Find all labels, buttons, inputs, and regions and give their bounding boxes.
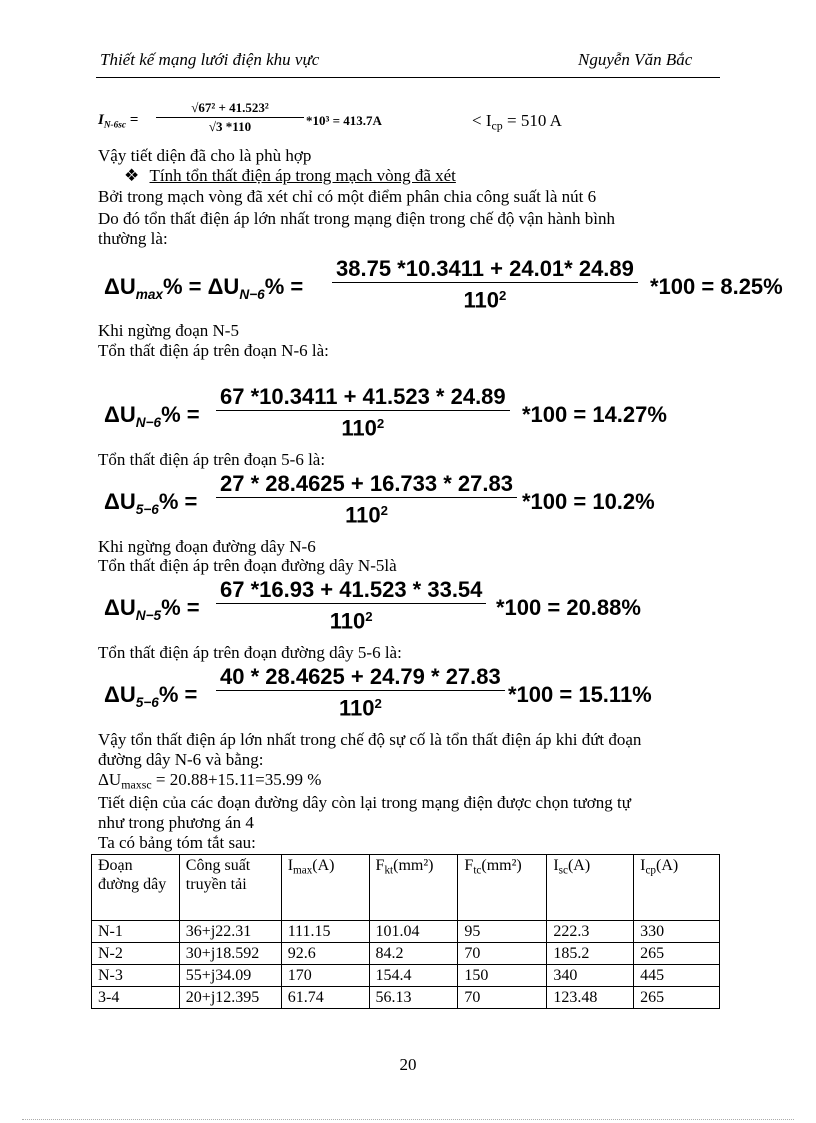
table-cell: 101.04 xyxy=(369,921,458,943)
table-cell: 3-4 xyxy=(92,987,180,1009)
current-condition: < $I_{cp} = 510$ A xyxy=(472,111,562,133)
table-cell: 70 xyxy=(458,987,547,1009)
formula-fraction: $\frac{67 *16.93 + 41.523 * 33.54}{110^2}$ xyxy=(216,577,486,634)
table-cell: 95 xyxy=(458,921,547,943)
table-header-cell: $I_{cp}(A)$ xyxy=(634,855,720,921)
section-title: Tính tổn thất điện áp trong mạch vòng đã xét xyxy=(149,166,456,185)
formula-result: *100 = 14.27% xyxy=(522,402,667,427)
current-fraction xyxy=(156,99,304,136)
table-cell: 340 xyxy=(547,965,634,987)
formula-result: *100 = 10.2% xyxy=(522,489,655,514)
bullet-heading xyxy=(124,166,456,186)
text-line: Do đó tổn thất điện áp lớn nhất trong mạng điện trong chế độ vận hành bình xyxy=(98,209,615,228)
text-line: Tổn thất điện áp trên đoạn đường dây 5-6 là: xyxy=(98,643,402,662)
table-cell: 265 xyxy=(634,943,720,965)
table-cell: 150 xyxy=(458,965,547,987)
table-header-cell: Công suất truyền tải xyxy=(179,855,281,921)
table-row xyxy=(92,987,720,1009)
table-header-cell: Đoạn đường dây xyxy=(92,855,180,921)
page-number: 20 xyxy=(399,1055,417,1074)
table-row xyxy=(92,965,720,987)
bullet-icon: ❖ xyxy=(124,166,140,185)
table-cell: 185.2 xyxy=(547,943,634,965)
table-cell: 445 xyxy=(634,965,720,987)
current-numerator: √67² + 41.523² xyxy=(191,100,269,115)
table-cell: 20+j12.395 xyxy=(179,987,281,1009)
dumax-line: $\Delta U_{maxsc} = 20.88+15.11=35.99$ % xyxy=(98,770,322,792)
table-cell: 70 xyxy=(458,943,547,965)
table-row xyxy=(92,921,720,943)
table-cell: 265 xyxy=(634,987,720,1009)
table-cell: 30+j18.592 xyxy=(179,943,281,965)
formula-n5: $\Delta U_{N-5}\%$ = $\frac{67 *16.93 + 41.523 * 33.54}{110^2}$ *100 = 20.88% xyxy=(104,577,641,634)
table-cell: N-1 xyxy=(92,921,180,943)
table-cell: 154.4 xyxy=(369,965,458,987)
table-cell: N-2 xyxy=(92,943,180,965)
summary-table xyxy=(91,854,720,1009)
formula-fraction: $\frac{40 * 28.4625 + 24.79 * 27.83}{110^2}$ xyxy=(216,664,505,721)
text-line: Vậy tiết diện đã cho là phù hợp xyxy=(98,146,312,165)
formula-fraction: $\frac{27 * 28.4625 + 16.733 * 27.83}{110^2}$ xyxy=(216,471,517,528)
table-cell: 222.3 xyxy=(547,921,634,943)
table-header-cell: $F_{kt}(mm^2)$ xyxy=(369,855,458,921)
formula-result: *100 = 20.88% xyxy=(496,595,641,620)
text-line: Tiết diện của các đoạn đường dây còn lại trong mạng điện được chọn tương tự xyxy=(98,793,631,812)
formula-result: *100 = 15.11% xyxy=(508,682,652,707)
table-cell: 55+j34.09 xyxy=(179,965,281,987)
text-line: như trong phương án 4 xyxy=(98,813,254,832)
table-cell: 170 xyxy=(281,965,369,987)
text-line: thường là: xyxy=(98,229,168,248)
table-cell: 123.48 xyxy=(547,987,634,1009)
header-rule xyxy=(96,77,720,78)
text-line: Ta có bảng tóm tắt sau: xyxy=(98,833,256,852)
text-line: Vậy tổn thất điện áp lớn nhất trong chế độ sự cố là tổn thất điện áp khi đứt đoạn xyxy=(98,730,642,749)
table-cell: 111.15 xyxy=(281,921,369,943)
text-line: Tổn thất điện áp trên đoạn đường dây N-5là xyxy=(98,556,397,575)
formula-fraction: $\frac{67 *10.3411 + 41.523 * 24.89}{110^2}$ xyxy=(216,384,510,441)
table-cell: 92.6 xyxy=(281,943,369,965)
formula-max-loss: $\Delta U_{max}\% = \Delta U_{N-6}\%$ = $\frac{38.75 *10.3411 + 24.01* 24.89}{110^2}$ *100 = 8.25% xyxy=(104,256,783,313)
table-header-row xyxy=(92,855,720,921)
text-line: Tổn thất điện áp trên đoạn N-6 là: xyxy=(98,341,329,360)
current-formula: $I_{N-6sc}$ = $\frac{\text{√67² + 41.523²}}{√3 *110}$ *10³ = 413.7A < $I_{cp} = 510$ A xyxy=(98,100,562,134)
current-result: *10³ = 413.7A xyxy=(306,113,382,128)
table-cell: 61.74 xyxy=(281,987,369,1009)
page-bottom-border xyxy=(22,1119,794,1120)
table-header-cell: $I_{sc}(A)$ xyxy=(547,855,634,921)
formula-fraction: $\frac{38.75 *10.3411 + 24.01* 24.89}{110^2}$ xyxy=(332,256,638,313)
text-line: Tổn thất điện áp trên đoạn 5-6 là: xyxy=(98,450,326,469)
table-cell: N-3 xyxy=(92,965,180,987)
header-left: Thiết kế mạng lưới điện khu vực xyxy=(100,50,320,69)
table-row xyxy=(92,943,720,965)
formula-56: $\Delta U_{5-6}\%$ = $\frac{27 * 28.4625 + 16.733 * 27.83}{110^2}$ *100 = 10.2% xyxy=(104,471,655,528)
table-header-cell: $I_{max}(A)$ xyxy=(281,855,369,921)
table-cell: 84.2 xyxy=(369,943,458,965)
current-lhs: I xyxy=(98,112,104,128)
text-line: Khi ngừng đoạn đường dây N-6 xyxy=(98,537,316,556)
formula-result: *100 = 8.25% xyxy=(650,274,783,299)
text-line: Khi ngừng đoạn N-5 xyxy=(98,321,239,340)
header-right: Nguyễn Văn Bắc xyxy=(578,50,693,69)
text-line: Bởi trong mạch vòng đã xét chỉ có một điểm phân chia công suất là nút 6 xyxy=(98,187,597,206)
current-lhs-sub: N-6sc xyxy=(103,120,127,131)
current-denominator: √3 *110 xyxy=(156,117,304,136)
table-cell: 330 xyxy=(634,921,720,943)
text-line: đường dây N-6 và bằng: xyxy=(98,750,264,769)
table-cell: 56.13 xyxy=(369,987,458,1009)
table-cell: 36+j22.31 xyxy=(179,921,281,943)
formula-n6: $\Delta U_{N-6}\%$ = $\frac{67 *10.3411 + 41.523 * 24.89}{110^2}$ *100 = 14.27% xyxy=(104,384,667,441)
formula-56-b: $\Delta U_{5-6}\%$ = $\frac{40 * 28.4625 + 24.79 * 27.83}{110^2}$ *100 = 15.11% xyxy=(104,664,652,721)
table-header-cell: $F_{tc}(mm^2)$ xyxy=(458,855,547,921)
